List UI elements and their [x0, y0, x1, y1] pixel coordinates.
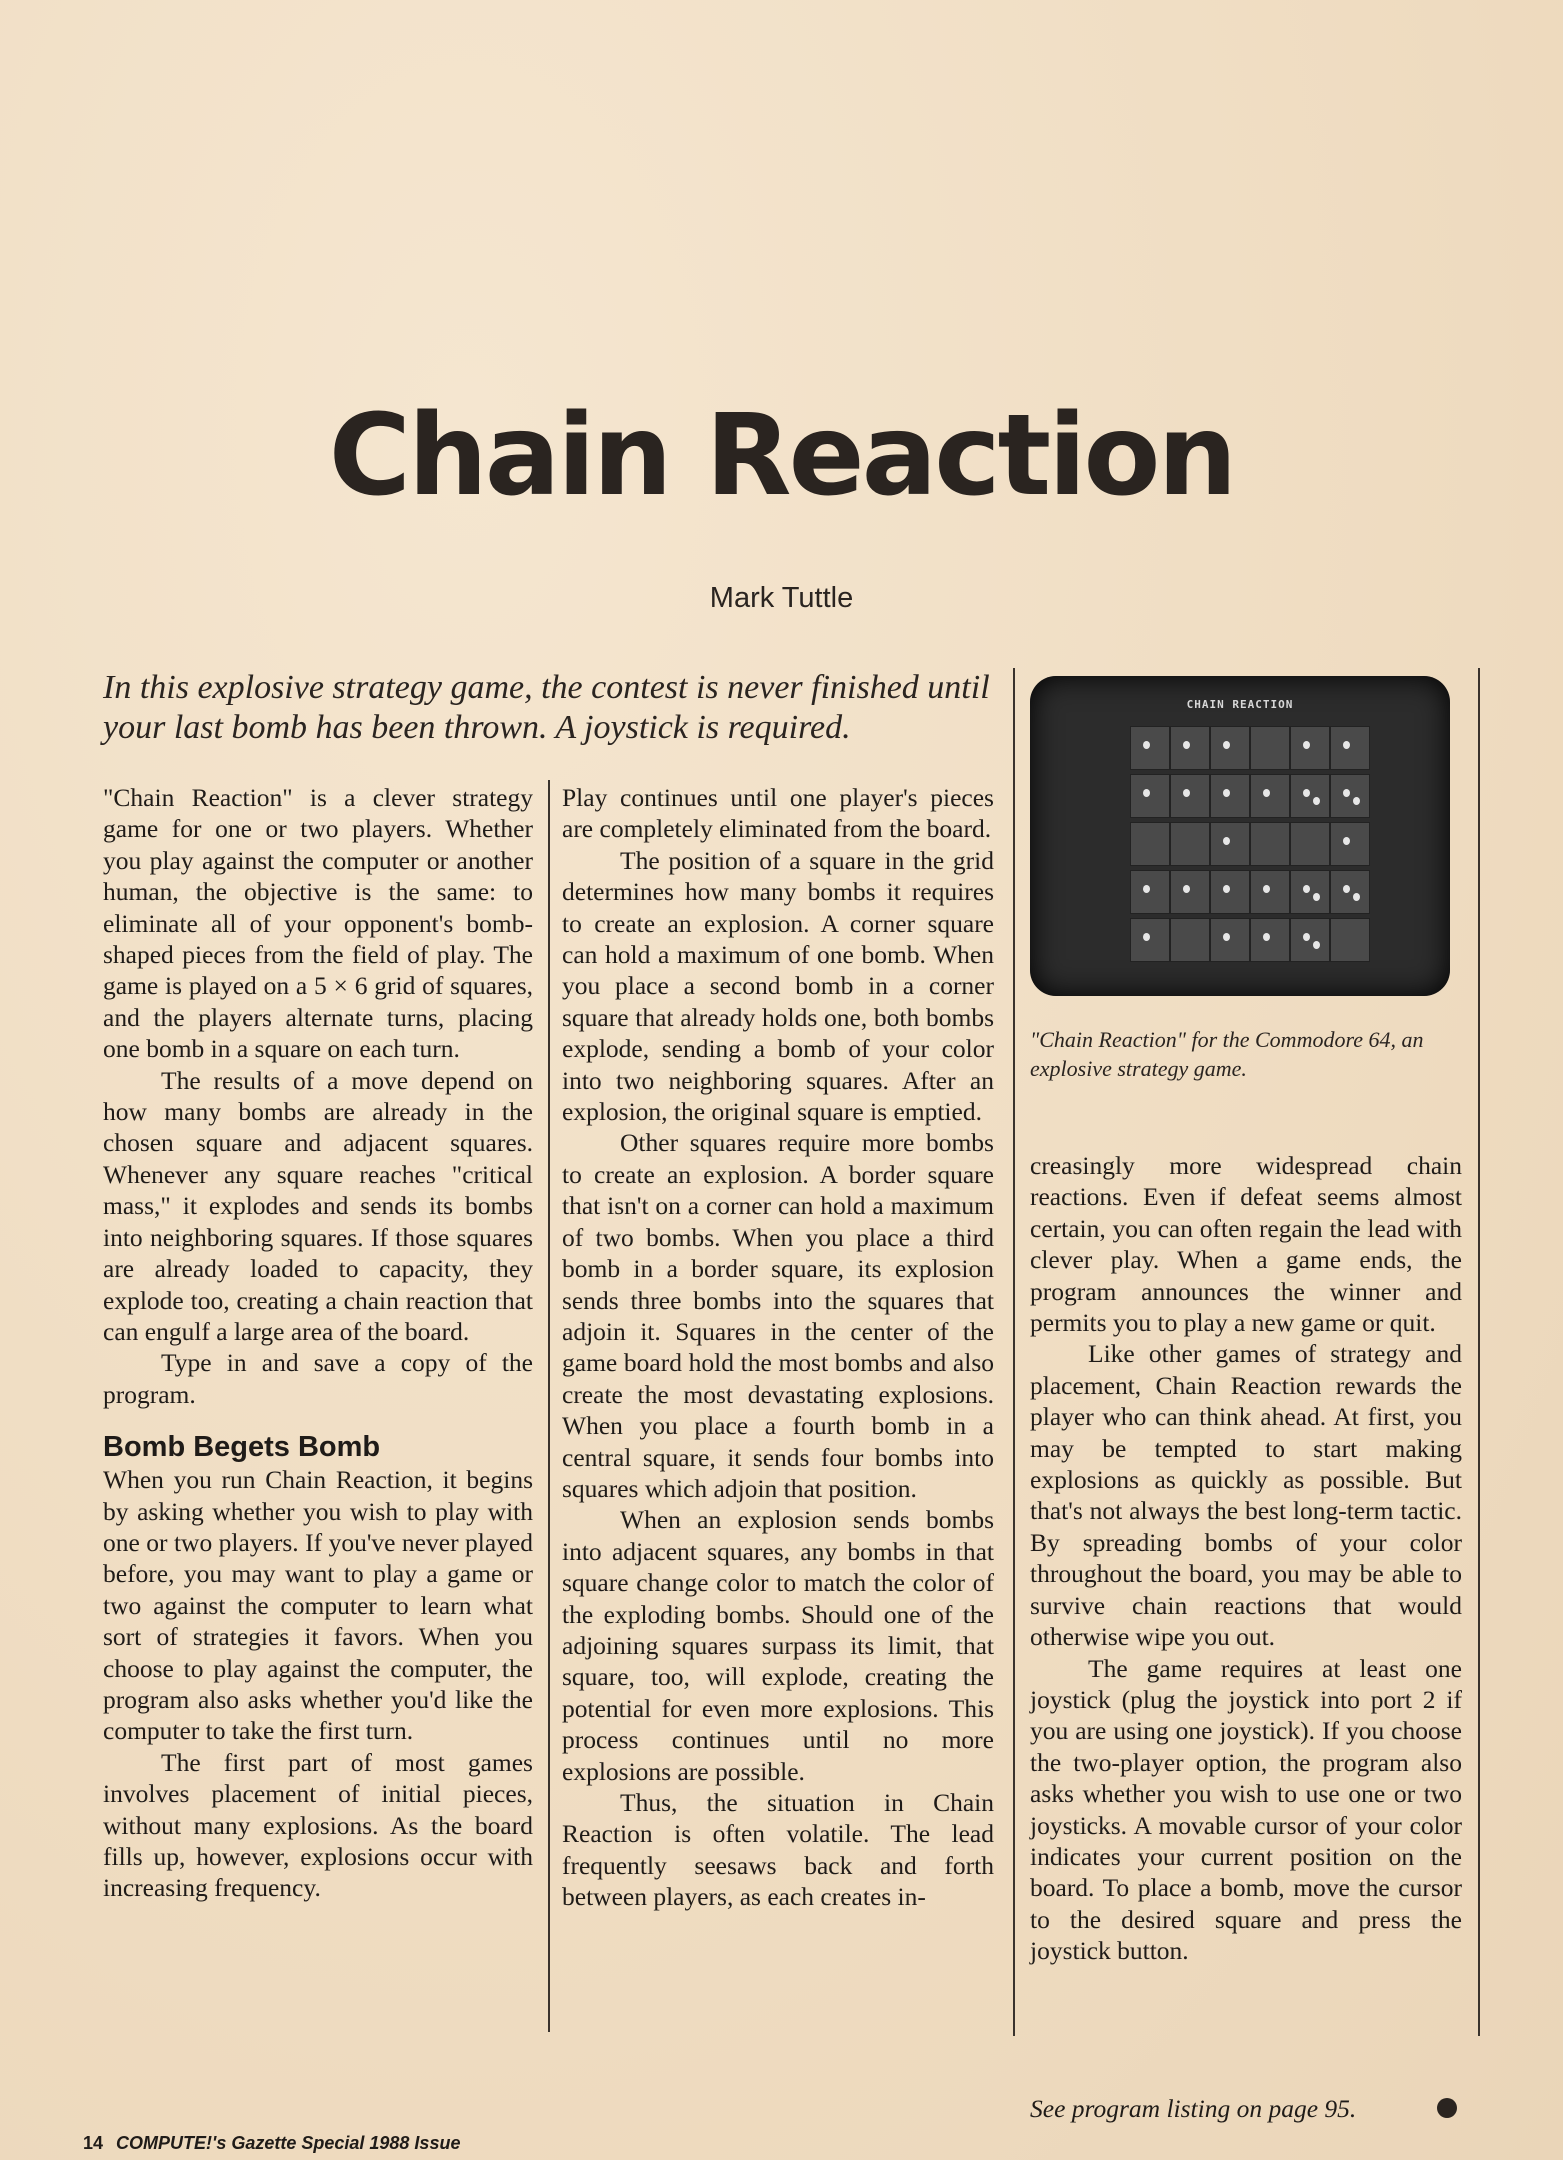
bomb-icon — [1303, 741, 1310, 749]
board-cell — [1330, 918, 1370, 962]
paragraph: Play continues until one player's pieces are completely eliminated from the board. — [562, 783, 994, 844]
paragraph: The game requires at least one joystick (plug the joystick into port 2 if you are using one joystick). If you choose the two-player option, the program also asks whether you wish to use one or two joysticks. A movable cursor of your color indicates your current position on the board. To place a bomb, move the cursor to the desired square and press the joystick button. — [1030, 1653, 1462, 1966]
paragraph: The first part of most games involves placement of initial pieces, without many explosions. As the board fills up, however, explosions occur with increasing frequency. — [103, 1747, 533, 1903]
bomb-icon — [1143, 741, 1150, 749]
bomb-icon — [1223, 837, 1230, 845]
page-number: 14 — [83, 2133, 104, 2153]
board-cell — [1170, 822, 1210, 866]
board-cell — [1210, 822, 1250, 866]
program-listing-note: See program listing on page 95. — [1030, 2094, 1357, 2123]
bomb-icon — [1263, 885, 1270, 893]
board-cell — [1250, 822, 1290, 866]
bomb-icon — [1303, 789, 1310, 797]
bomb-icon — [1313, 941, 1320, 949]
board-cell — [1170, 726, 1210, 770]
board-cell — [1130, 918, 1170, 962]
board-cell — [1290, 774, 1330, 818]
paragraph: When you run Chain Reaction, it begins by asking whether you wish to play with one or two players. If you've never played before, you may want to play a game or two against the computer to learn what sort of strategies it favors. When you choose to play against the computer, the program also asks whether you'd like the computer to take the first turn. — [103, 1465, 533, 1746]
bomb-icon — [1223, 789, 1230, 797]
board-cell — [1210, 726, 1250, 770]
column-1 — [103, 782, 533, 1904]
column-2 — [562, 782, 994, 1913]
paragraph: The results of a move depend on how many bombs are already in the chosen square and adjacent squares. Whenever any square reaches "critical mass," it explodes and sends its bombs into neighboring squares. If those squares are already loaded to capacity, they explode too, creating a chain reaction that can engulf a large area of the board. — [103, 1065, 533, 1346]
board-cell — [1130, 822, 1170, 866]
bomb-icon — [1183, 885, 1190, 893]
bomb-icon — [1263, 789, 1270, 797]
bomb-icon — [1263, 933, 1270, 941]
bomb-icon — [1303, 885, 1310, 893]
board-cell — [1170, 918, 1210, 962]
bomb-icon — [1313, 893, 1320, 901]
bomb-icon — [1223, 885, 1230, 893]
paragraph: Thus, the situation in Chain Reaction is often volatile. The lead frequently seesaws back and forth between players, as each creates in- — [562, 1788, 994, 1912]
column-3 — [1030, 1150, 1462, 1967]
section-heading: Bomb Begets Bomb — [103, 1431, 381, 1464]
board-cell — [1330, 822, 1370, 866]
byline: Mark Tuttle — [709, 582, 854, 614]
bomb-icon — [1353, 797, 1360, 805]
board-cell — [1210, 870, 1250, 914]
page-footer — [83, 2133, 460, 2154]
board-cell — [1130, 870, 1170, 914]
game-screenshot — [1030, 676, 1450, 996]
bomb-icon — [1183, 741, 1190, 749]
bomb-icon — [1343, 885, 1350, 893]
bomb-icon — [1143, 789, 1150, 797]
paragraph: Other squares require more bombs to create an explosion. A border square that isn't on a corner can hold a maximum of two bombs. When you place a third bomb in a border square, its explosion sends three bombs into the squares that adjoin it. Squares in the center of the game board hold the most bombs and also create the most devastating explosions. When you place a fourth bomb in a central square, it sends four bombs into squares which adjoin that position. — [562, 1128, 994, 1503]
paragraph: Type in and save a copy of the program. — [103, 1348, 533, 1409]
paragraph: "Chain Reaction" is a clever strategy game for one or two players. Whether you play against the computer or another human, the objective is the same: to eliminate all of your opponent's bomb-shaped pieces from the field of play. The game is played on a 5 × 6 grid of squares, and the players alternate turns, placing one bomb in a square on each turn. — [103, 783, 533, 1064]
board-cell — [1330, 870, 1370, 914]
publication-name: COMPUTE!'s Gazette Special 1988 Issue — [116, 2133, 461, 2153]
board-cell — [1290, 726, 1330, 770]
board-cell — [1210, 774, 1250, 818]
bomb-icon — [1143, 933, 1150, 941]
bomb-icon — [1303, 933, 1310, 941]
board-cell — [1130, 774, 1170, 818]
figure-caption: "Chain Reaction" for the Commodore 64, an explosive strategy game. — [1030, 1027, 1424, 1081]
bomb-icon — [1353, 893, 1360, 901]
paragraph: Like other games of strategy and placement, Chain Reaction rewards the player who can think ahead. At first, you may be tempted to start making explosions as quickly as possible. But that's not always the best long-term tactic. By spreading bombs of your color throughout the board, you may be able to survive chain reactions that would otherwise wipe you out. — [1030, 1339, 1462, 1652]
bomb-icon — [1343, 837, 1350, 845]
end-mark-icon — [1437, 2098, 1457, 2118]
paragraph: The position of a square in the grid determines how many bombs it requires to create an explosion. A corner square can hold a maximum of one bomb. When you place a second bomb in a corner square that already holds one, both bombs explode, sending a bomb of your color into two neighboring squares. After an explosion, the original square is emptied. — [562, 845, 994, 1127]
screen-title: CHAIN REACTION — [1186, 698, 1294, 711]
board-cell — [1130, 726, 1170, 770]
bomb-icon — [1143, 885, 1150, 893]
board-cell — [1330, 774, 1370, 818]
board-cell — [1330, 726, 1370, 770]
board-cell — [1250, 726, 1290, 770]
board-cell — [1290, 870, 1330, 914]
board-cell — [1250, 918, 1290, 962]
bomb-icon — [1223, 741, 1230, 749]
column-rule — [1478, 668, 1480, 2036]
board-cell — [1170, 870, 1210, 914]
paragraph: creasingly more widespread chain reactions. Even if defeat seems almost certain, you can often regain the lead with clever play. When a game ends, the program announces the winner and permits you to play a new game or quit. — [1030, 1151, 1462, 1338]
paragraph: When an explosion sends bombs into adjacent squares, any bombs in that square change color to match the color of the exploding bombs. Should one of the adjoining squares surpass its limit, that square, too, will explode, creating the potential for even more explosions. This process continues until no more explosions are possible. — [562, 1505, 994, 1786]
column-rule — [1013, 668, 1015, 2036]
board-cell — [1250, 870, 1290, 914]
board-cell — [1250, 774, 1290, 818]
bomb-icon — [1183, 789, 1190, 797]
column-rule — [548, 780, 550, 2032]
game-board-grid — [1130, 726, 1375, 976]
board-cell — [1210, 918, 1250, 962]
bomb-icon — [1313, 797, 1320, 805]
board-cell — [1290, 918, 1330, 962]
article-title: Chain Reaction — [328, 391, 1235, 521]
bomb-icon — [1223, 933, 1230, 941]
bomb-icon — [1343, 789, 1350, 797]
bomb-icon — [1343, 741, 1350, 749]
board-cell — [1170, 774, 1210, 818]
deck: In this explosive strategy game, the contest is never finished until your last bomb has been thrown. A joystick is required. — [103, 669, 990, 746]
board-cell — [1290, 822, 1330, 866]
